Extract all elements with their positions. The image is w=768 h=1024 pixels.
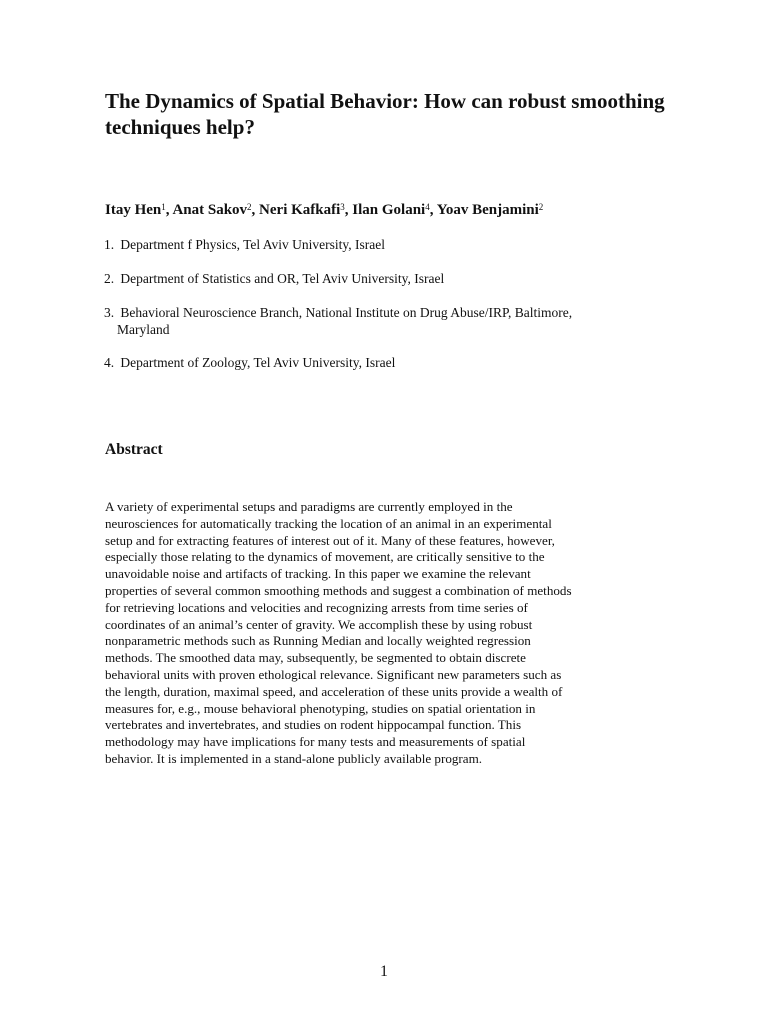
author-separator: ,: [429, 202, 437, 218]
abstract-line: neurosciences for automatically tracking the location of an animal in an experimental: [105, 515, 552, 531]
author-name: Ilan Golani: [352, 202, 426, 218]
author-name: Anat Sakov: [172, 202, 248, 218]
affiliation-number: 2.: [104, 271, 115, 286]
abstract-line: especially those relating to the dynamics of movement, are critically sensitive to the: [105, 549, 545, 565]
abstract-heading: Abstract: [105, 441, 163, 458]
abstract-line: properties of several common smoothing methods and suggest a combination of methods: [105, 582, 572, 598]
affiliation-item: [104, 270, 664, 287]
page-number: 1: [380, 963, 388, 980]
abstract-text: [105, 499, 665, 768]
affiliation-text: Department f Physics, Tel Aviv University, Israel: [120, 237, 386, 252]
author-affiliation-marker: 2: [538, 202, 544, 212]
abstract-line: for retrieving locations and velocities and recognizing arrests from time series of: [105, 599, 528, 615]
author-name: Neri Kafkafi: [259, 202, 341, 218]
abstract-line: methods. The smoothed data may, subsequently, be segmented to obtain discrete: [105, 650, 526, 666]
affiliation-item: [104, 236, 664, 253]
author-affiliation-marker: 4: [425, 202, 430, 212]
abstract-line: setup and for extracting features of interest out of it. Many of these features, however,: [105, 532, 555, 548]
affiliation-continuation: Maryland: [117, 322, 170, 337]
author-affiliation-marker: 2: [247, 202, 252, 212]
affiliation-number: 1.: [104, 237, 115, 252]
abstract-line: coordinates of an animal’s center of gravity. We accomplish these by using robust: [105, 616, 533, 632]
author-separator: ,: [165, 202, 173, 218]
affiliation-number: 4.: [104, 355, 115, 370]
abstract-line: behavior. It is implemented in a stand-alone publicly available program.: [105, 750, 483, 766]
author-name: Yoav Benjamini: [436, 202, 539, 218]
abstract-line: nonparametric methods such as Running Median and locally weighted regression: [105, 633, 531, 649]
author-name: Itay Hen: [105, 202, 162, 218]
abstract-line: the length, duration, maximal speed, and acceleration of these units provide a wealth of: [105, 683, 563, 699]
author-affiliation-marker: 1: [161, 202, 166, 212]
abstract-line: behavioral units with proven ethological relevance. Significant new parameters such as: [105, 666, 562, 682]
author-list: [105, 199, 705, 221]
affiliation-text: Department of Statistics and OR, Tel Aviv University, Israel: [120, 271, 445, 286]
affiliation-text: Department of Zoology, Tel Aviv University, Israel: [120, 355, 396, 370]
abstract-line: unavoidable noise and artifacts of tracking. In this paper we examine the relevant: [105, 566, 531, 582]
affiliation-text: Behavioral Neuroscience Branch, National Institute on Drug Abuse/IRP, Baltimore,: [120, 305, 573, 320]
paper-title: The Dynamics of Spatial Behavior: How can robust smoothing techniques help?: [105, 89, 665, 139]
affiliation-item: [104, 304, 664, 338]
affiliation-item: [104, 354, 664, 371]
abstract-line: methodology may have implications for many tests and measurements of spatial: [105, 734, 526, 750]
abstract-line: measures for, e.g., mouse behavioral phenotyping, studies on spatial orientation in: [105, 700, 536, 716]
author-separator: ,: [251, 202, 260, 218]
abstract-line: A variety of experimental setups and paradigms are currently employed in the: [105, 499, 513, 514]
affiliation-number: 3.: [104, 305, 115, 320]
author-separator: ,: [344, 202, 353, 218]
abstract-line: vertebrates and invertebrates, and studies on rodent hippocampal function. This: [105, 717, 522, 733]
author-affiliation-marker: 3: [340, 202, 345, 212]
